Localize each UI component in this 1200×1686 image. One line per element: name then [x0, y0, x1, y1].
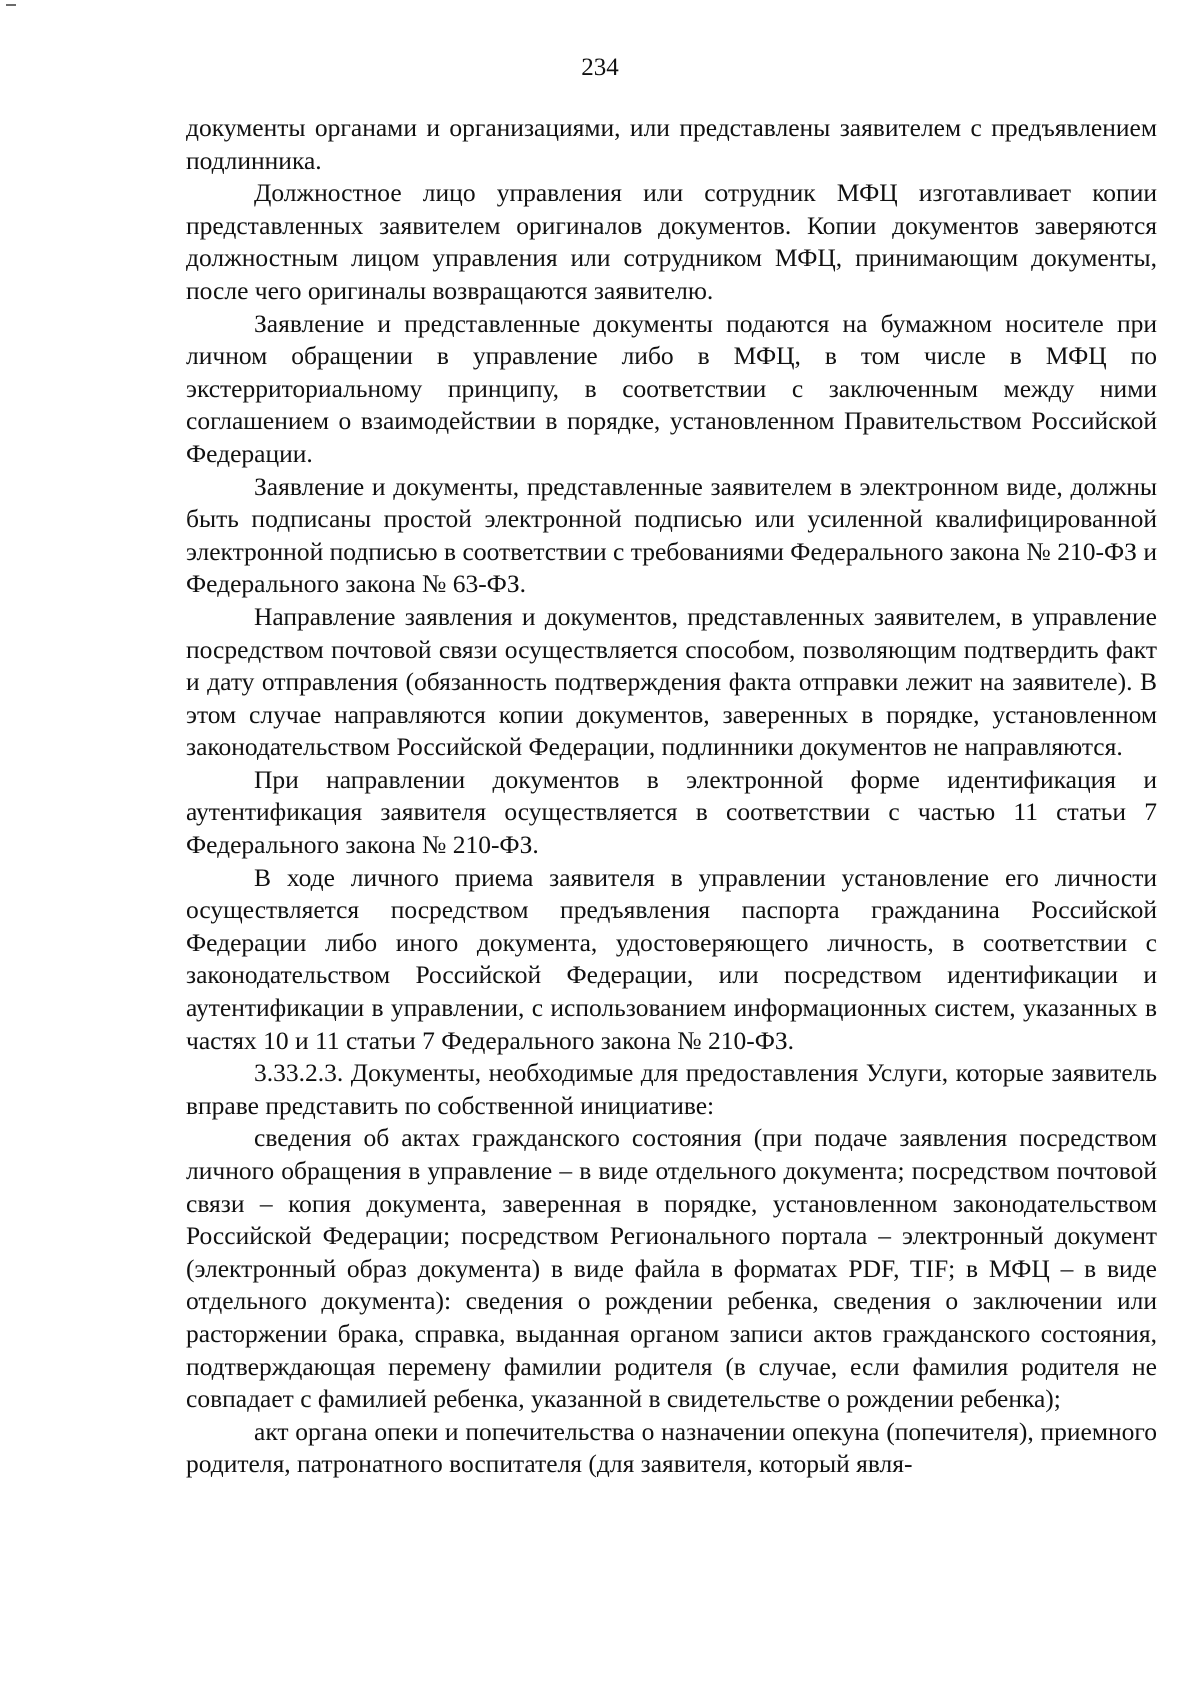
paragraph-electronic-signature: Заявление и документы, представленные заявителем в электронном виде, должны быть подписаны простой электронной подписью или усиленной квалифицированной электронной подписью в соответствии с требованиями Федерального закона № 210-ФЗ и Федерального закона № 63-ФЗ. [186, 471, 1157, 599]
paragraph-section-heading: 3.33.2.3. Документы, необходимые для предоставления Услуги, которые заявитель вправе представить по собственной инициативе: [186, 1058, 1157, 1120]
paragraph-civil-status: сведения об актах гражданского состояния (при подаче заявления посредством личного обращения в управление – в виде отдельного документа; посредством почтовой связи – копия документа, заверенная в порядке, установленном законодательством Российской Федерации; посредством Регионального портала – электронный документ (электронный образ документа) в виде файла в форматах PDF, TIF; в МФЦ – в виде отдельного документа): сведения о рождении ребенка, сведения о заключении или расторжении брака, справка, выданная органом записи актов гражданского состояния, подтверждающая перемену фамилии родителя (в случае, если фамилия родителя не совпадает с фамилией ребенка, указанной в свидетельстве о рождении ребенка); [186, 1123, 1157, 1414]
paragraph-copies: Должностное лицо управления или сотрудник МФЦ изготавливает копии представленных заявителем оригиналов документов. Копии документов заверяются должностным лицом управления или сотрудником МФЦ, принимающим документы, после чего оригиналы возвращаются заявителю. [186, 178, 1157, 305]
paragraph-guardianship: акт органа опеки и попечительства о назначении опекуна (попечителя), приемного родителя, патронатного воспитателя (для заявителя, который явля- [186, 1416, 1157, 1479]
paragraph-authentication: При направлении документов в электронной форме идентификация и аутентификация заявителя осуществляется в соответствии с частью 11 статьи 7 Федерального закона № 210-ФЗ. [186, 764, 1157, 860]
paragraph-continuation: документы органами и организациями, или представлены заявителем с предъявлением подлинника. [186, 113, 1157, 175]
scan-artifact [6, 4, 16, 6]
paragraph-postal: Направление заявления и документов, представленных заявителем, в управление посредством почтовой связи осуществляется способом, позволяющим подтвердить факт и дату отправления (обязанность подтверждения факта отправки лежит на заявителе). В этом случае направляются копии документов, заверенных в порядке, установленном законодательством Российской Федерации, подлинники документов не направляются. [186, 601, 1157, 762]
page-number: 234 [581, 54, 619, 81]
document-body [186, 112, 1157, 1481]
paragraph-personal-reception: В ходе личного приема заявителя в управлении установление его личности осуществляется посредством предъявления паспорта гражданина Российской Федерации либо иного документа, удостоверяющего личность, в соответствии с законодательством Российской Федерации, или посредством идентификации и аутентификации в управлении, с использованием информационных систем, указанных в частях 10 и 11 статьи 7 Федерального закона № 210-ФЗ. [186, 862, 1157, 1055]
paragraph-paper-submission: Заявление и представленные документы подаются на бумажном носителе при личном обращении в управление либо в МФЦ, в том числе в МФЦ по экстерриториальному принципу, в соответствии с заключенным между ними соглашением о взаимодействии в порядке, установленном Правительством Российской Федерации. [186, 308, 1157, 468]
